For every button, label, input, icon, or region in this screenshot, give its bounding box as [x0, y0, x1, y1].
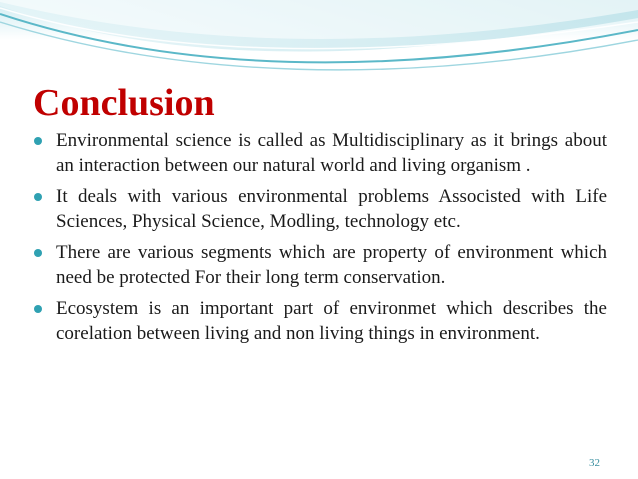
bullet-item	[33, 184, 607, 234]
header-wave-decoration	[0, 0, 638, 92]
bullet-dot-icon	[34, 193, 42, 201]
slide-title: Conclusion	[33, 82, 215, 124]
bullet-item	[33, 240, 607, 290]
bullet-text: There are various segments which are property of environment which need be protected For their long term conservation.	[56, 242, 607, 288]
slide-page-number: 32	[589, 457, 600, 469]
bullet-text: Environmental science is called as Multidisciplinary as it brings about an interaction between our natural world and living organism .	[56, 130, 607, 176]
bullet-dot-icon	[34, 249, 42, 257]
bullet-text: Ecosystem is an important part of environmet which describes the corelation between living and non living things in environment.	[56, 298, 607, 344]
bullet-text: It deals with various environmental problems Associsted with Life Sciences, Physical Science, Modling, technology etc.	[56, 186, 607, 232]
bullet-dot-icon	[34, 305, 42, 313]
bullet-list	[33, 128, 607, 352]
bullet-item	[33, 128, 607, 178]
bullet-item	[33, 296, 607, 346]
bullet-dot-icon	[34, 137, 42, 145]
